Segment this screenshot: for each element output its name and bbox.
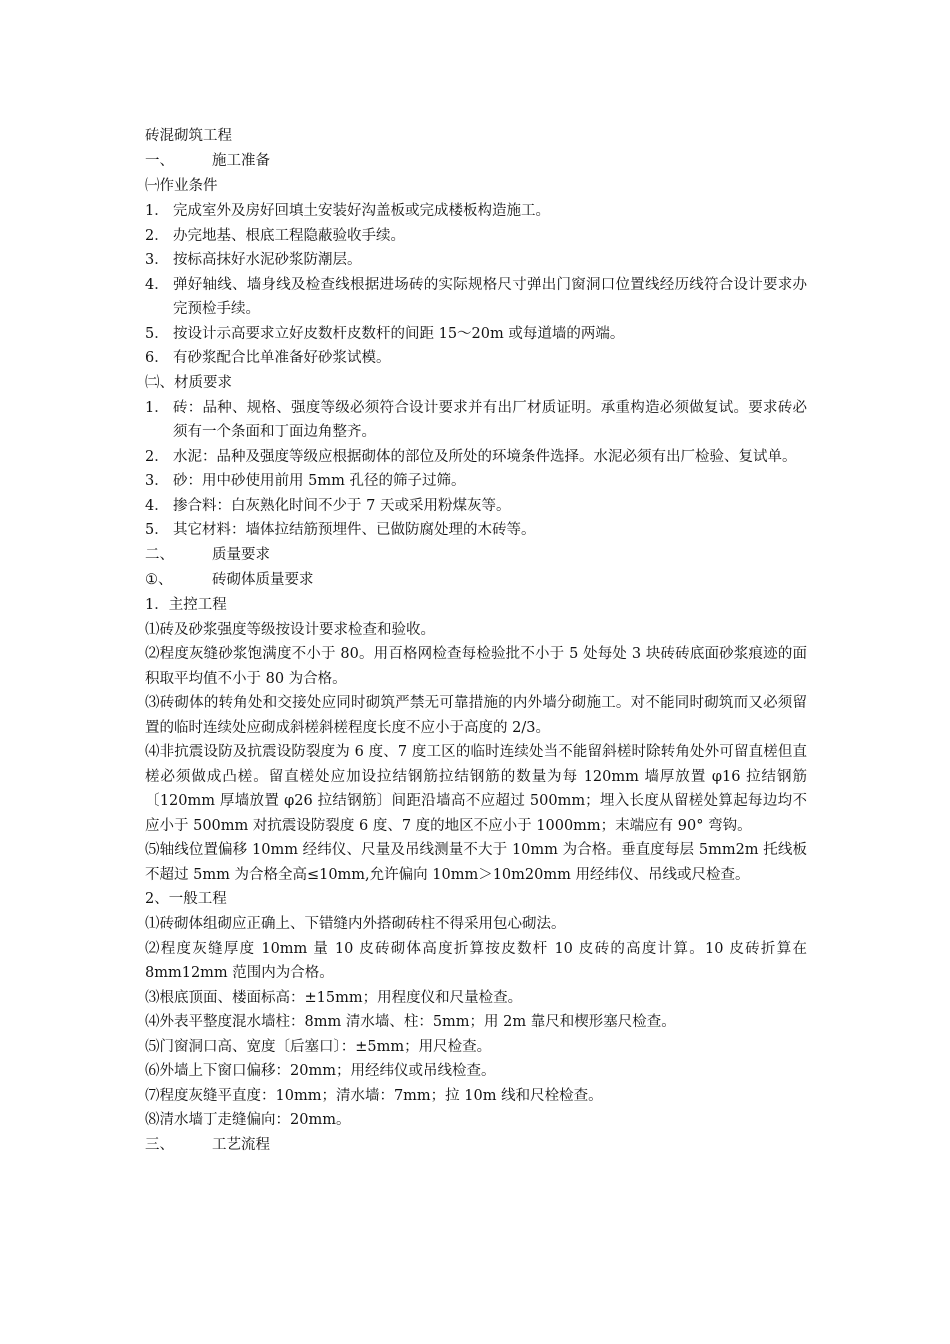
list-item (145, 469, 807, 494)
item-text: 有砂浆配合比单准备好砂浆试模。 (173, 350, 391, 366)
subsubsection-heading: 1．主控工程 (145, 596, 227, 613)
list-item (145, 322, 807, 347)
item-text: 水泥：品种及强度等级应根据砌体的部位及所处的环境条件选择。水泥必须有出厂检验、复试单。 (173, 448, 797, 465)
paragraph: ⑵程度灰缝砂浆饱满度不小于 80。用百格网检查每检验批不小于 5 处每处 3 块砖砖底面砂浆痕迹的面积取平均值不小于 80 为合格。 (145, 646, 807, 687)
section-number: 三、 (145, 1136, 174, 1153)
paragraph: ⑴砖砌体组砌应正确上、下错缝内外搭砌砖柱不得采用包心砌法。 (145, 916, 566, 932)
paragraph: ⑸门窗洞口高、宽度〔后塞口〕：±5mm；用尺检查。 (145, 1038, 492, 1055)
item-text: 弹好轴线、墙身线及检查线根据进场砖的实际规格尺寸弹出门窗洞口位置线经历线符合设计要求办完预检手续。 (173, 276, 807, 317)
item-text: 办完地基、根底工程隐蔽验收手续。 (173, 227, 405, 244)
section-number: 二、 (145, 546, 174, 563)
list-item (145, 494, 807, 519)
subsection-number: ①、 (145, 571, 173, 588)
section-title: 施工准备 (212, 153, 270, 169)
paragraph: ⑷非抗震设防及抗震设防裂度为 6 度、7 度工区的临时连续处当不能留斜槎时除转角处外可留直槎但直槎必须做成凸槎。留直槎处应加设拉结钢筋拉结钢筋的数量为每 120mm 墙厚放置 φ16 拉结钢筋〔120mm 厚墙放置 φ26 拉结钢筋〕间距沿墙高不应超过 500mm；埋入长度从留槎处算起每边均不应小于 500mm 对抗震设防裂度 6 度、7 度的地区不应小于 1000mm；末端应有 90° 弯钩。 (145, 744, 807, 834)
item-number: 5． (145, 325, 169, 342)
list-item (145, 396, 807, 445)
subsection-heading-circled (145, 568, 807, 593)
section-title: 质量要求 (212, 546, 270, 563)
list-item (145, 224, 807, 249)
item-number: 3． (145, 252, 169, 268)
item-number: 5． (145, 522, 169, 538)
item-number: 2． (145, 227, 169, 244)
paragraph: ⑷外表平整度混水墙柱：8mm 清水墙、柱：5mm；用 2m 靠尺和楔形塞尺检查。 (145, 1014, 676, 1030)
section-heading-1 (145, 149, 807, 174)
item-text: 掺合料：白灰熟化时间不少于 7 天或采用粉煤灰等。 (173, 497, 511, 514)
document-page (145, 124, 807, 1158)
item-number: 6． (145, 350, 169, 366)
item-text: 完成室外及房好回填土安装好沟盖板或完成楼板构造施工。 (173, 203, 550, 219)
section-heading-3 (145, 1133, 807, 1158)
paragraph: ⑵程度灰缝厚度 10mm 量 10 皮砖砌体高度折算按皮数杆 10 皮砖的高度计算。10 皮砖折算在 8mm12mm 范围内为合格。 (145, 940, 807, 981)
document-title: 砖混砌筑工程 (145, 128, 232, 144)
subsection-title: 砖砌体质量要求 (212, 571, 314, 588)
item-text: 按标高抹好水泥砂浆防潮层。 (173, 252, 362, 268)
section-title: 工艺流程 (212, 1136, 270, 1153)
list-item (145, 273, 807, 322)
section-heading-2 (145, 543, 807, 568)
paragraph: ⑺程度灰缝平直度：10mm；清水墙：7mm；拉 10m 线和尺栓检查。 (145, 1087, 603, 1104)
item-text: 砖：品种、规格、强度等级必须符合设计要求并有出厂材质证明。承重构造必须做复试。要求砖必须有一个条面和丁面边角整齐。 (173, 399, 807, 440)
item-number: 2． (145, 448, 169, 465)
list-item (145, 199, 807, 224)
item-number: 1． (145, 203, 169, 219)
paragraph: ⑶砖砌体的转角处和交接处应同时砌筑严禁无可靠措施的内外墙分砌施工。对不能同时砌筑而又必须留置的临时连续处应砌成斜槎斜槎程度长度不应小于高度的 2/3。 (145, 695, 807, 736)
item-text: 按设计示高要求立好皮数杆皮数杆的间距 15～20m 或每道墙的两端。 (173, 325, 625, 342)
item-text: 其它材料：墙体拉结筋预埋件、已做防腐处理的木砖等。 (173, 522, 536, 538)
paragraph: ⑹外墙上下窗口偏移：20mm；用经纬仪或吊线检查。 (145, 1063, 496, 1079)
item-number: 3． (145, 473, 169, 489)
subsection-heading: ㈠作业条件 (145, 178, 218, 194)
section-number: 一、 (145, 153, 174, 169)
list-item (145, 445, 807, 470)
paragraph: ⑻清水墙丁走缝偏向：20mm。 (145, 1112, 351, 1128)
item-text: 砂：用中砂使用前用 5mm 孔径的筛子过筛。 (173, 473, 466, 489)
list-item (145, 346, 807, 371)
list-item (145, 518, 807, 543)
item-number: 4． (145, 276, 169, 293)
subsubsection-heading: 2、一般工程 (145, 891, 227, 907)
list-item (145, 248, 807, 273)
subsection-heading: ㈡、材质要求 (145, 374, 232, 391)
paragraph: ⑶根底顶面、楼面标高：±15mm；用程度仪和尺量检查。 (145, 989, 523, 1006)
paragraph: ⑸轴线位置偏移 10mm 经纬仪、尺量及吊线测量不大于 10mm 为合格。垂直度每层 5mm2m 托线板不超过 5mm 为合格全高≤10mm,允许偏向 10mm＞10m20mm 用经纬仪、吊线或尺检查。 (145, 842, 807, 883)
item-number: 1． (145, 399, 169, 416)
paragraph: ⑴砖及砂浆强度等级按设计要求检查和验收。 (145, 621, 435, 638)
item-number: 4． (145, 497, 169, 514)
